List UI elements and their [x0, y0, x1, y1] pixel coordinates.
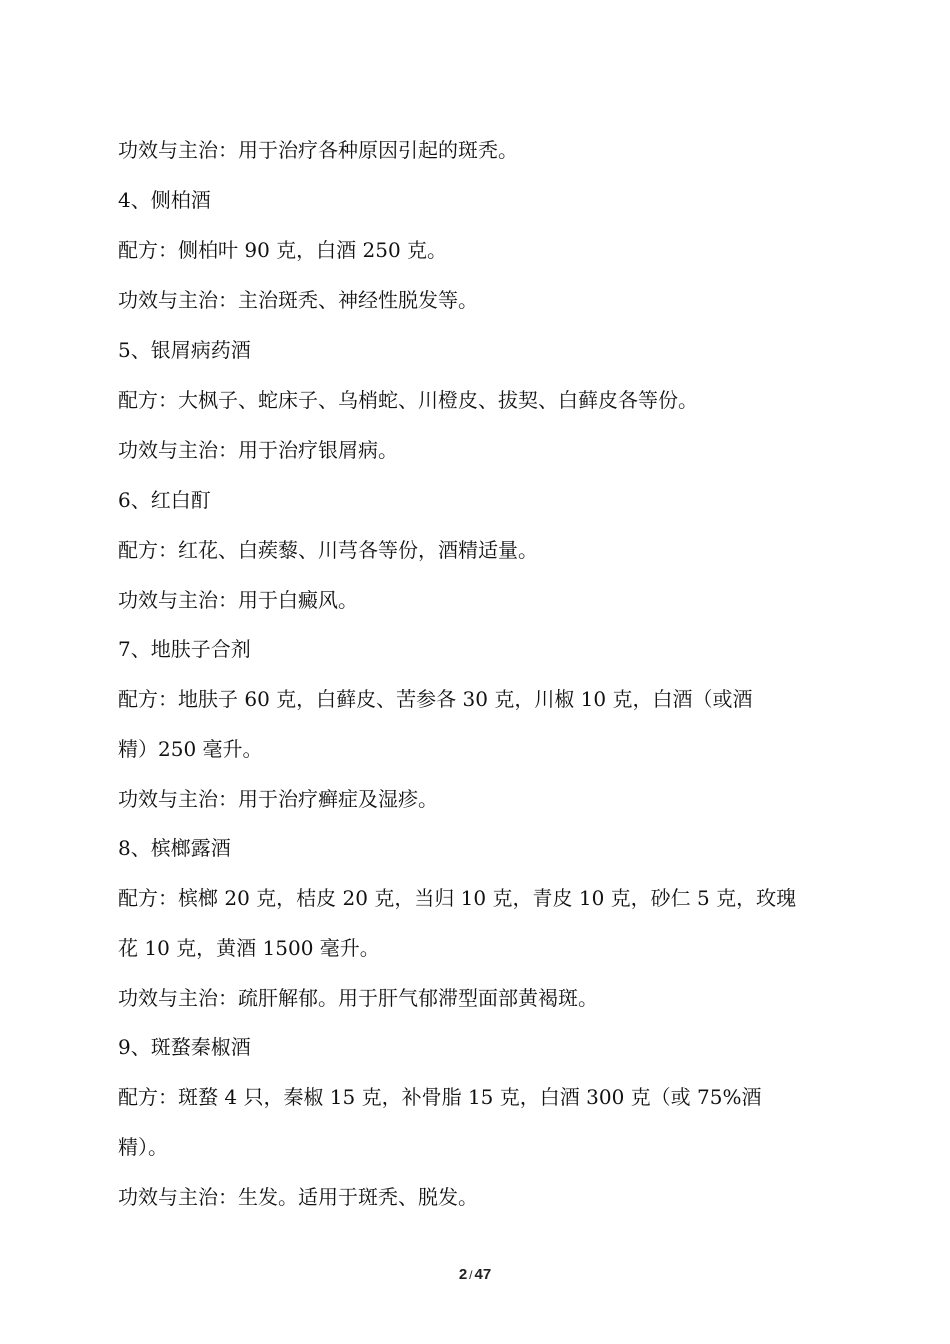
text-line-17: 花 10 克，黄酒 1500 毫升。: [118, 936, 380, 960]
text-line-20: 配方：斑蝥 4 只，秦椒 15 克，补骨脂 15 克，白酒 300 克（或 75%酒: [118, 1085, 762, 1109]
text-line-16: 配方：槟榔 20 克，桔皮 20 克，当归 10 克，青皮 10 克，砂仁 5 克，玫瑰: [118, 886, 797, 910]
section-heading-7: 7、地肤子合剂: [118, 637, 251, 661]
section-heading-8: 8、槟榔露酒: [118, 836, 231, 860]
total-pages: 47: [474, 1266, 492, 1283]
text-line-13: 精）250 毫升。: [118, 737, 263, 761]
section-heading-4: 4、侧柏酒: [118, 188, 211, 212]
text-line-22: 功效与主治：生发。适用于斑秃、脱发。: [118, 1185, 478, 1209]
text-line-6: 配方：大枫子、蛇床子、乌梢蛇、川橙皮、拔契、白藓皮各等份。: [118, 388, 698, 412]
current-page: 2: [458, 1266, 468, 1283]
text-line-1: 功效与主治：用于治疗各种原因引起的斑秃。: [118, 138, 518, 162]
text-line-14: 功效与主治：用于治疗癣症及湿疹。: [118, 787, 438, 811]
text-line-10: 功效与主治：用于白癜风。: [118, 588, 358, 612]
text-line-12: 配方：地肤子 60 克，白藓皮、苦参各 30 克，川椒 10 克，白酒（或酒: [118, 687, 753, 711]
text-line-4: 功效与主治：主治斑秃、神经性脱发等。: [118, 288, 478, 312]
page-separator: /: [469, 1268, 473, 1282]
text-line-7: 功效与主治：用于治疗银屑病。: [118, 438, 398, 462]
page-number: [0, 1266, 950, 1283]
section-heading-5: 5、银屑病药酒: [118, 338, 251, 362]
text-line-9: 配方：红花、白蒺藜、川芎各等份，酒精适量。: [118, 538, 538, 562]
text-line-18: 功效与主治：疏肝解郁。用于肝气郁滞型面部黄褐斑。: [118, 986, 598, 1010]
section-heading-6: 6、红白酊: [118, 488, 211, 512]
section-heading-9: 9、斑蝥秦椒酒: [118, 1035, 251, 1059]
text-line-3: 配方：侧柏叶 90 克，白酒 250 克。: [118, 238, 448, 262]
text-line-21: 精）。: [118, 1135, 168, 1159]
